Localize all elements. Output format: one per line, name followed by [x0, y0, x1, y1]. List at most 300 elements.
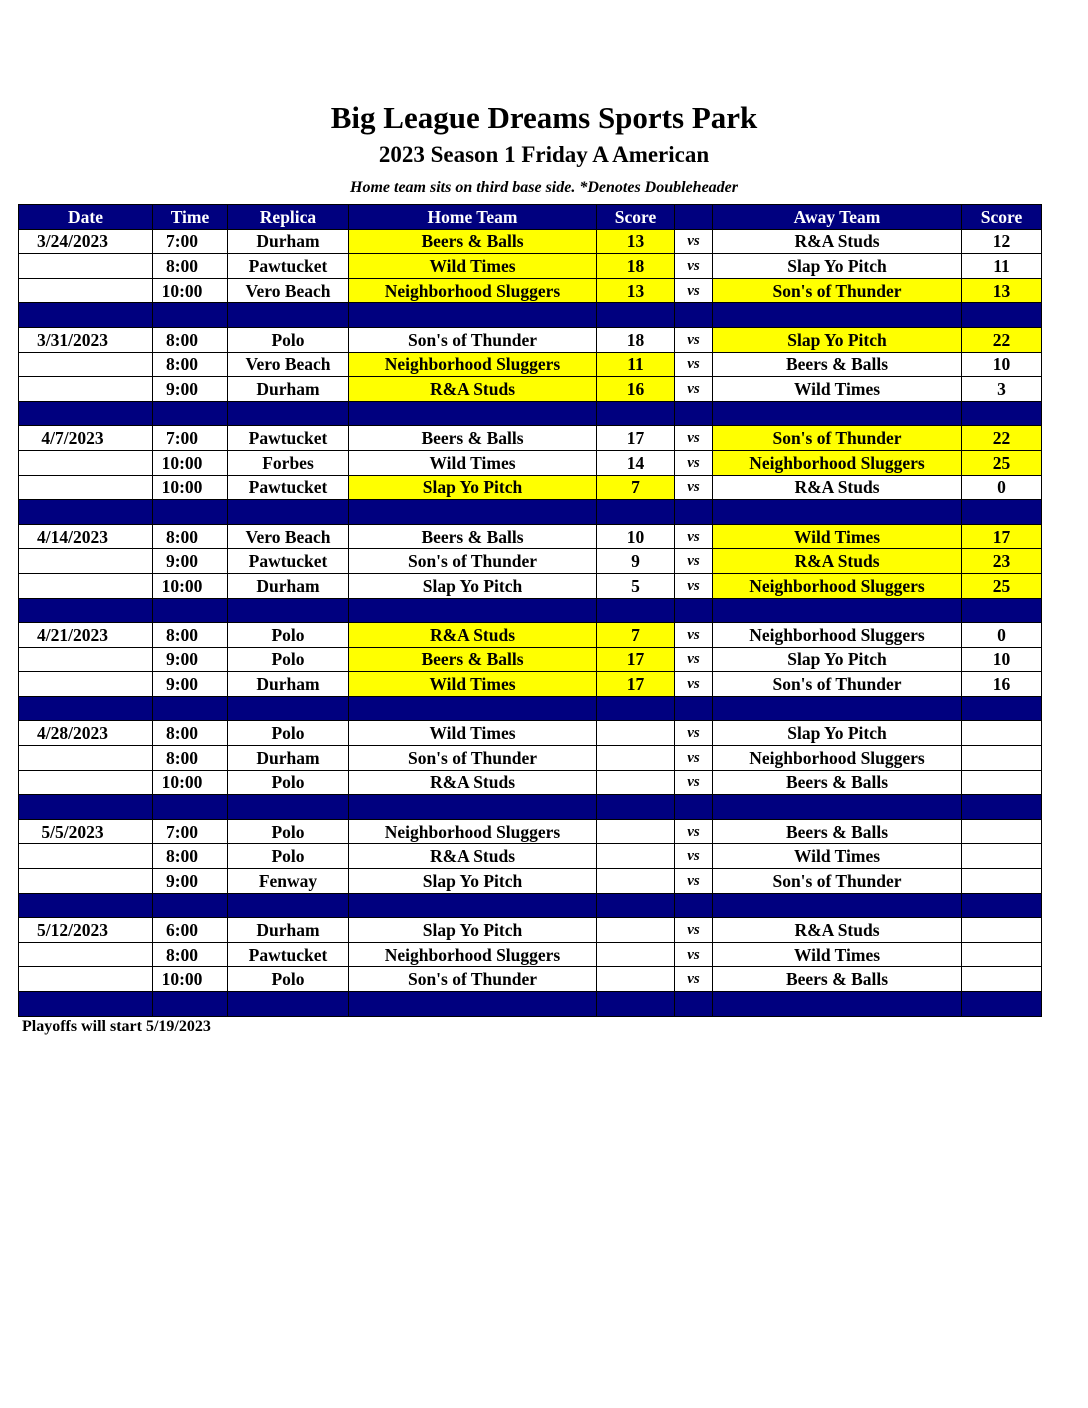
week-separator-row [19, 893, 1042, 918]
game-row [19, 229, 1042, 254]
home-score-cell: 18 [597, 327, 675, 352]
date-cell [19, 475, 153, 500]
home-score-cell: 10 [597, 524, 675, 549]
replica-cell: Durham [228, 918, 349, 943]
home-team-cell: Son's of Thunder [349, 967, 597, 992]
home-team-cell: Neighborhood Sluggers [349, 942, 597, 967]
separator-cell [597, 303, 675, 328]
game-row [19, 278, 1042, 303]
home-team-cell: Wild Times [349, 450, 597, 475]
date-cell: 3/31/2023 [19, 327, 153, 352]
date-cell: 3/24/2023 [19, 229, 153, 254]
replica-cell: Pawtucket [228, 549, 349, 574]
game-row [19, 672, 1042, 697]
away-team-cell: Slap Yo Pitch [713, 721, 962, 746]
time-cell: 8:00 [153, 721, 228, 746]
home-score-cell: 5 [597, 573, 675, 598]
away-score-cell: 16 [962, 672, 1042, 697]
date-cell: 4/28/2023 [19, 721, 153, 746]
separator-cell [962, 500, 1042, 525]
separator-cell [675, 401, 713, 426]
home-score-cell [597, 844, 675, 869]
home-team-cell: R&A Studs [349, 377, 597, 402]
separator-cell [675, 795, 713, 820]
replica-cell: Durham [228, 672, 349, 697]
date-cell [19, 942, 153, 967]
vs-cell: vs [675, 721, 713, 746]
separator-cell [153, 401, 228, 426]
time-cell: 10:00 [153, 475, 228, 500]
separator-cell [153, 500, 228, 525]
game-row [19, 549, 1042, 574]
separator-cell [675, 598, 713, 623]
time-cell: 9:00 [153, 647, 228, 672]
separator-cell [349, 696, 597, 721]
week-separator-row [19, 303, 1042, 328]
home-team-cell: Neighborhood Sluggers [349, 278, 597, 303]
separator-cell [228, 401, 349, 426]
page-subtitle: 2023 Season 1 Friday A American [378, 142, 710, 167]
away-team-cell: Slap Yo Pitch [713, 647, 962, 672]
away-score-cell [962, 770, 1042, 795]
home-score-cell [597, 770, 675, 795]
separator-cell [19, 992, 153, 1017]
home-team-cell: Wild Times [349, 254, 597, 279]
home-team-cell: Beers & Balls [349, 426, 597, 451]
date-cell: 5/12/2023 [19, 918, 153, 943]
replica-cell: Polo [228, 844, 349, 869]
separator-cell [713, 500, 962, 525]
away-team-cell: Neighborhood Sluggers [713, 746, 962, 771]
replica-cell: Vero Beach [228, 524, 349, 549]
time-cell: 8:00 [153, 942, 228, 967]
time-cell: 8:00 [153, 623, 228, 648]
game-row [19, 524, 1042, 549]
time-cell: 8:00 [153, 254, 228, 279]
home-team-cell: Beers & Balls [349, 647, 597, 672]
home-team-cell: R&A Studs [349, 844, 597, 869]
away-team-cell: Beers & Balls [713, 770, 962, 795]
separator-cell [349, 893, 597, 918]
separator-cell [597, 992, 675, 1017]
date-cell [19, 869, 153, 894]
separator-cell [713, 401, 962, 426]
week-separator-row [19, 401, 1042, 426]
separator-cell [597, 696, 675, 721]
game-row [19, 967, 1042, 992]
separator-cell [962, 893, 1042, 918]
home-score-cell [597, 721, 675, 746]
away-score-cell: 3 [962, 377, 1042, 402]
vs-cell: vs [675, 770, 713, 795]
date-cell [19, 549, 153, 574]
away-score-cell: 13 [962, 278, 1042, 303]
away-score-cell [962, 918, 1042, 943]
separator-cell [19, 303, 153, 328]
game-row [19, 770, 1042, 795]
replica-cell: Durham [228, 377, 349, 402]
away-team-cell: Neighborhood Sluggers [713, 623, 962, 648]
home-score-cell: 17 [597, 426, 675, 451]
game-row [19, 819, 1042, 844]
game-row [19, 647, 1042, 672]
separator-cell [19, 893, 153, 918]
vs-cell: vs [675, 647, 713, 672]
separator-cell [962, 303, 1042, 328]
time-cell: 7:00 [153, 819, 228, 844]
away-score-cell: 10 [962, 647, 1042, 672]
separator-cell [228, 696, 349, 721]
column-header-away-team: Away Team [713, 205, 962, 230]
vs-cell: vs [675, 918, 713, 943]
separator-cell [675, 893, 713, 918]
away-team-cell: Son's of Thunder [713, 426, 962, 451]
date-cell [19, 450, 153, 475]
separator-cell [962, 992, 1042, 1017]
away-score-cell [962, 746, 1042, 771]
home-score-cell: 17 [597, 672, 675, 697]
replica-cell: Durham [228, 573, 349, 598]
vs-cell: vs [675, 524, 713, 549]
vs-cell: vs [675, 549, 713, 574]
time-cell: 7:00 [153, 426, 228, 451]
replica-cell: Polo [228, 819, 349, 844]
time-cell: 9:00 [153, 672, 228, 697]
home-score-cell [597, 746, 675, 771]
date-cell [19, 254, 153, 279]
away-score-cell: 0 [962, 623, 1042, 648]
game-row [19, 942, 1042, 967]
schedule-body [19, 229, 1042, 1016]
home-score-cell: 7 [597, 623, 675, 648]
vs-cell: vs [675, 869, 713, 894]
home-score-cell: 11 [597, 352, 675, 377]
vs-cell: vs [675, 967, 713, 992]
home-score-cell: 13 [597, 229, 675, 254]
time-cell: 8:00 [153, 352, 228, 377]
week-separator-row [19, 795, 1042, 820]
week-separator-row [19, 500, 1042, 525]
away-team-cell: Beers & Balls [713, 819, 962, 844]
separator-cell [713, 893, 962, 918]
date-cell: 5/5/2023 [19, 819, 153, 844]
away-team-cell: Neighborhood Sluggers [713, 450, 962, 475]
separator-cell [153, 795, 228, 820]
separator-cell [349, 500, 597, 525]
separator-cell [597, 500, 675, 525]
separator-cell [597, 893, 675, 918]
date-cell [19, 278, 153, 303]
separator-cell [597, 401, 675, 426]
vs-cell: vs [675, 450, 713, 475]
separator-cell [228, 893, 349, 918]
home-score-cell [597, 819, 675, 844]
game-row [19, 746, 1042, 771]
game-row [19, 573, 1042, 598]
game-row [19, 721, 1042, 746]
home-team-cell: Slap Yo Pitch [349, 869, 597, 894]
vs-cell: vs [675, 573, 713, 598]
separator-cell [349, 795, 597, 820]
replica-cell: Pawtucket [228, 254, 349, 279]
replica-cell: Fenway [228, 869, 349, 894]
separator-cell [349, 992, 597, 1017]
time-cell: 10:00 [153, 573, 228, 598]
home-team-cell: Son's of Thunder [349, 746, 597, 771]
away-team-cell: Slap Yo Pitch [713, 327, 962, 352]
time-cell: 8:00 [153, 524, 228, 549]
game-row [19, 377, 1042, 402]
week-separator-row [19, 696, 1042, 721]
game-row [19, 844, 1042, 869]
away-team-cell: Beers & Balls [713, 967, 962, 992]
replica-cell: Pawtucket [228, 426, 349, 451]
vs-cell: vs [675, 942, 713, 967]
away-team-cell: R&A Studs [713, 918, 962, 943]
vs-cell: vs [675, 254, 713, 279]
separator-cell [19, 401, 153, 426]
separator-cell [713, 598, 962, 623]
home-team-cell: Beers & Balls [349, 229, 597, 254]
date-cell: 4/14/2023 [19, 524, 153, 549]
home-score-cell [597, 942, 675, 967]
replica-cell: Polo [228, 770, 349, 795]
time-cell: 10:00 [153, 278, 228, 303]
week-separator-row [19, 598, 1042, 623]
vs-cell: vs [675, 229, 713, 254]
page-title: Big League Dreams Sports Park [330, 100, 758, 135]
away-team-cell: Son's of Thunder [713, 278, 962, 303]
away-team-cell: Beers & Balls [713, 352, 962, 377]
away-team-cell: R&A Studs [713, 549, 962, 574]
away-score-cell [962, 869, 1042, 894]
game-row [19, 254, 1042, 279]
home-score-cell: 18 [597, 254, 675, 279]
away-team-cell: Slap Yo Pitch [713, 254, 962, 279]
away-team-cell: Son's of Thunder [713, 672, 962, 697]
separator-cell [19, 500, 153, 525]
vs-cell: vs [675, 819, 713, 844]
vs-cell: vs [675, 377, 713, 402]
separator-cell [349, 401, 597, 426]
replica-cell: Pawtucket [228, 942, 349, 967]
separator-cell [962, 795, 1042, 820]
away-team-cell: Wild Times [713, 942, 962, 967]
home-score-cell: 14 [597, 450, 675, 475]
home-team-cell: Neighborhood Sluggers [349, 819, 597, 844]
time-cell: 9:00 [153, 869, 228, 894]
game-row [19, 327, 1042, 352]
home-score-cell [597, 967, 675, 992]
game-row [19, 918, 1042, 943]
separator-cell [228, 500, 349, 525]
replica-cell: Polo [228, 967, 349, 992]
time-cell: 9:00 [153, 549, 228, 574]
away-score-cell: 22 [962, 426, 1042, 451]
replica-cell: Polo [228, 623, 349, 648]
separator-cell [349, 598, 597, 623]
away-score-cell: 10 [962, 352, 1042, 377]
away-score-cell [962, 819, 1042, 844]
vs-cell: vs [675, 426, 713, 451]
game-row [19, 426, 1042, 451]
home-team-cell: Wild Times [349, 672, 597, 697]
separator-cell [19, 598, 153, 623]
separator-cell [597, 795, 675, 820]
game-row [19, 623, 1042, 648]
separator-cell [349, 303, 597, 328]
date-cell [19, 573, 153, 598]
separator-cell [962, 696, 1042, 721]
away-team-cell: R&A Studs [713, 229, 962, 254]
vs-cell: vs [675, 352, 713, 377]
home-score-cell: 9 [597, 549, 675, 574]
column-header-home-team: Home Team [349, 205, 597, 230]
vs-cell: vs [675, 475, 713, 500]
separator-cell [19, 696, 153, 721]
column-header-replica: Replica [228, 205, 349, 230]
schedule-note: Home team sits on third base side. *Denotes Doubleheader [350, 179, 738, 196]
separator-cell [675, 696, 713, 721]
game-row [19, 869, 1042, 894]
separator-cell [19, 795, 153, 820]
separator-cell [597, 598, 675, 623]
vs-cell: vs [675, 278, 713, 303]
replica-cell: Forbes [228, 450, 349, 475]
away-score-cell: 17 [962, 524, 1042, 549]
vs-cell: vs [675, 623, 713, 648]
vs-cell: vs [675, 746, 713, 771]
away-score-cell: 23 [962, 549, 1042, 574]
vs-cell: vs [675, 844, 713, 869]
date-cell [19, 770, 153, 795]
home-team-cell: Wild Times [349, 721, 597, 746]
separator-cell [675, 992, 713, 1017]
date-cell [19, 377, 153, 402]
away-team-cell: Wild Times [713, 524, 962, 549]
home-score-cell: 7 [597, 475, 675, 500]
column-header-date: Date [19, 205, 153, 230]
time-cell: 8:00 [153, 844, 228, 869]
separator-cell [153, 696, 228, 721]
home-team-cell: Slap Yo Pitch [349, 573, 597, 598]
replica-cell: Vero Beach [228, 278, 349, 303]
playoffs-note: Playoffs will start 5/19/2023 [22, 1018, 211, 1035]
home-score-cell [597, 918, 675, 943]
week-separator-row [19, 992, 1042, 1017]
column-header-away-score: Score [962, 205, 1042, 230]
home-score-cell: 17 [597, 647, 675, 672]
home-team-cell: Slap Yo Pitch [349, 918, 597, 943]
column-header-vs [675, 205, 713, 230]
home-team-cell: Slap Yo Pitch [349, 475, 597, 500]
time-cell: 9:00 [153, 377, 228, 402]
date-cell [19, 352, 153, 377]
home-team-cell: Son's of Thunder [349, 549, 597, 574]
separator-cell [153, 303, 228, 328]
away-team-cell: Wild Times [713, 377, 962, 402]
separator-cell [675, 303, 713, 328]
separator-cell [228, 598, 349, 623]
home-score-cell [597, 869, 675, 894]
separator-cell [228, 992, 349, 1017]
separator-cell [962, 401, 1042, 426]
away-score-cell: 22 [962, 327, 1042, 352]
away-score-cell: 25 [962, 573, 1042, 598]
separator-cell [153, 598, 228, 623]
time-cell: 8:00 [153, 746, 228, 771]
home-team-cell: Beers & Balls [349, 524, 597, 549]
away-score-cell [962, 721, 1042, 746]
replica-cell: Pawtucket [228, 475, 349, 500]
date-cell [19, 647, 153, 672]
replica-cell: Polo [228, 721, 349, 746]
game-row [19, 475, 1042, 500]
away-score-cell: 25 [962, 450, 1042, 475]
game-row [19, 450, 1042, 475]
date-cell [19, 967, 153, 992]
column-header-time: Time [153, 205, 228, 230]
date-cell [19, 746, 153, 771]
schedule-table [18, 204, 1042, 1017]
away-team-cell: Wild Times [713, 844, 962, 869]
time-cell: 8:00 [153, 327, 228, 352]
away-score-cell: 11 [962, 254, 1042, 279]
home-team-cell: Neighborhood Sluggers [349, 352, 597, 377]
separator-cell [228, 795, 349, 820]
date-cell: 4/7/2023 [19, 426, 153, 451]
separator-cell [153, 992, 228, 1017]
home-score-cell: 16 [597, 377, 675, 402]
time-cell: 6:00 [153, 918, 228, 943]
time-cell: 10:00 [153, 450, 228, 475]
date-cell [19, 672, 153, 697]
home-team-cell: R&A Studs [349, 623, 597, 648]
away-team-cell: R&A Studs [713, 475, 962, 500]
away-score-cell [962, 844, 1042, 869]
replica-cell: Vero Beach [228, 352, 349, 377]
separator-cell [713, 992, 962, 1017]
time-cell: 10:00 [153, 967, 228, 992]
home-team-cell: R&A Studs [349, 770, 597, 795]
vs-cell: vs [675, 327, 713, 352]
replica-cell: Polo [228, 647, 349, 672]
date-cell [19, 844, 153, 869]
date-cell: 4/21/2023 [19, 623, 153, 648]
game-row [19, 352, 1042, 377]
separator-cell [675, 500, 713, 525]
away-team-cell: Neighborhood Sluggers [713, 573, 962, 598]
separator-cell [228, 303, 349, 328]
separator-cell [153, 893, 228, 918]
separator-cell [713, 795, 962, 820]
vs-cell: vs [675, 672, 713, 697]
away-score-cell [962, 967, 1042, 992]
replica-cell: Durham [228, 229, 349, 254]
time-cell: 7:00 [153, 229, 228, 254]
away-team-cell: Son's of Thunder [713, 869, 962, 894]
separator-cell [713, 303, 962, 328]
away-score-cell: 12 [962, 229, 1042, 254]
home-score-cell: 13 [597, 278, 675, 303]
away-score-cell [962, 942, 1042, 967]
separator-cell [713, 696, 962, 721]
time-cell: 10:00 [153, 770, 228, 795]
replica-cell: Polo [228, 327, 349, 352]
separator-cell [962, 598, 1042, 623]
home-team-cell: Son's of Thunder [349, 327, 597, 352]
replica-cell: Durham [228, 746, 349, 771]
